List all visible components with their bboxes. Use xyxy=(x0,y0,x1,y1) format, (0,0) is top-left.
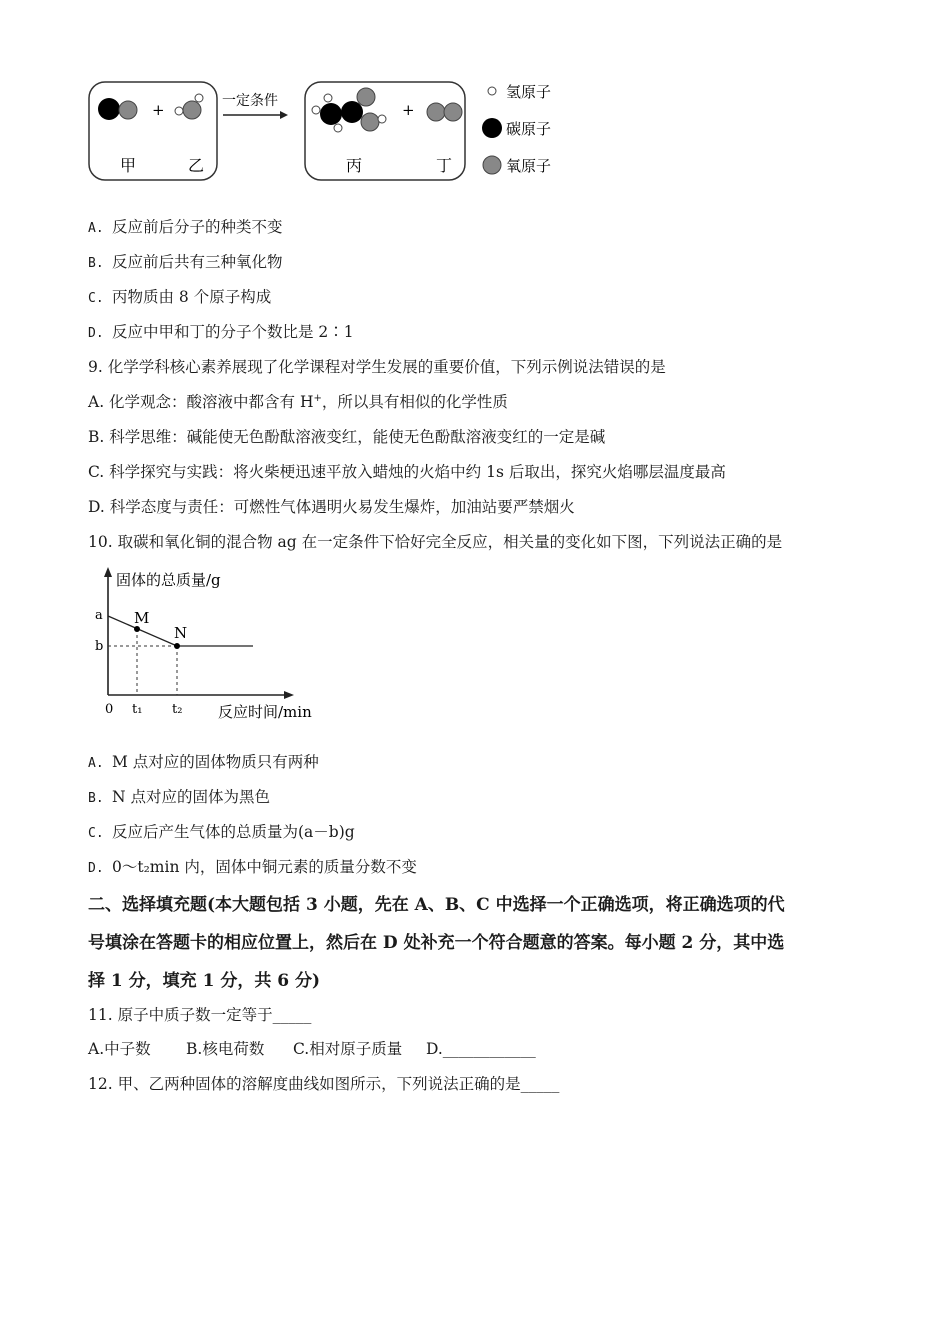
oxygen-atom-icon xyxy=(183,101,201,119)
option-text: 反应中甲和丁的分子个数比是 2∶1 xyxy=(112,323,354,341)
oxygen-legend-icon xyxy=(483,156,501,174)
q11-choice-d: D.____________ xyxy=(426,1040,536,1058)
legend-oxygen: 氧原子 xyxy=(506,157,552,175)
hydrogen-atom-icon xyxy=(175,107,183,115)
point-m-label: M xyxy=(134,609,150,627)
plus-sign: + xyxy=(402,101,415,119)
carbon-atom-icon xyxy=(98,98,120,120)
q11-choice-b: B.核电荷数 xyxy=(186,1040,265,1058)
oxygen-atom-icon xyxy=(361,113,379,131)
section2-heading-line1: 二、选择填充题(本大题包括 3 小题，先在 A、B、C 中选择一个正确选项，将正确选项的代 xyxy=(88,895,785,915)
arrow-label: 一定条件 xyxy=(222,93,278,109)
legend-carbon: 碳原子 xyxy=(506,120,552,138)
carbon-atom-icon xyxy=(341,101,363,123)
oxygen-atom-icon xyxy=(444,103,462,121)
x-axis-arrow-icon xyxy=(284,691,294,699)
q8-option-c xyxy=(88,285,271,307)
option-letter: D. xyxy=(88,326,104,341)
label-bing: 丙 xyxy=(346,156,363,175)
reaction-diagram xyxy=(80,76,580,188)
label-ding: 丁 xyxy=(436,156,453,175)
arrow-head-icon xyxy=(280,111,288,119)
hydrogen-legend-icon xyxy=(488,87,496,95)
q9-option-b: B. 科学思维：碱能使无色酚酞溶液变红，能使无色酚酞溶液变红的一定是碱 xyxy=(88,428,606,446)
option-letter: B. xyxy=(88,256,104,271)
carbon-atom-icon xyxy=(320,103,342,125)
y-tick-b: b xyxy=(95,639,104,654)
hydrogen-atom-icon xyxy=(324,94,332,102)
q10-option-a xyxy=(88,750,319,772)
option-letter: A. xyxy=(88,756,104,771)
q11-choice-a: A.中子数 xyxy=(88,1040,151,1058)
option-letter: C. xyxy=(88,291,104,306)
q11-choice-c: C.相对原子质量 xyxy=(293,1040,403,1058)
option-text: M 点对应的固体物质只有两种 xyxy=(112,753,319,771)
q8-option-d xyxy=(88,320,354,342)
option-text: 0～t₂min 内，固体中铜元素的质量分数不变 xyxy=(112,858,417,876)
q9-stem: 9. 化学学科核心素养展现了化学课程对学生发展的重要价值，下列示例说法错误的是 xyxy=(88,358,666,376)
q9-option-d: D. 科学态度与责任：可燃性气体遇明火易发生爆炸，加油站要严禁烟火 xyxy=(88,498,575,516)
section2-heading-line2: 号填涂在答题卡的相应位置上，然后在 D 处补充一个符合题意的答案。每小题 2 分，其中选 xyxy=(88,933,785,953)
y-axis-arrow-icon xyxy=(104,567,112,577)
x-tick-t1: t₁ xyxy=(132,702,143,717)
option-text: N 点对应的固体为黑色 xyxy=(112,788,270,806)
oxygen-atom-icon xyxy=(119,101,137,119)
q10-option-d xyxy=(88,855,417,877)
q10-stem: 10. 取碳和氧化铜的混合物 ag 在一定条件下恰好完全反应，相关量的变化如下图，下列说法正确的是 xyxy=(88,533,783,551)
q11-choices xyxy=(88,1037,536,1059)
superscript: + xyxy=(313,392,322,404)
option-text: 丙物质由 8 个原子构成 xyxy=(112,288,272,306)
q10-option-c xyxy=(88,820,355,842)
y-axis-label: 固体的总质量/g xyxy=(116,571,221,589)
option-text: A. 化学观念：酸溶液中都含有 H xyxy=(88,393,314,411)
x-axis-label: 反应时间/min xyxy=(218,703,312,721)
option-letter: A. xyxy=(88,221,104,236)
q8-option-a xyxy=(88,215,283,237)
oxygen-atom-icon xyxy=(427,103,445,121)
q9-option-a xyxy=(88,390,508,412)
label-jia: 甲 xyxy=(120,156,137,175)
legend-hydrogen: 氢原子 xyxy=(506,83,552,101)
hydrogen-atom-icon xyxy=(334,124,342,132)
mass-time-chart xyxy=(86,565,336,725)
y-tick-a: a xyxy=(95,608,103,623)
carbon-legend-icon xyxy=(482,118,502,138)
option-text: ，所以具有相似的化学性质 xyxy=(321,393,508,411)
x-tick-0: 0 xyxy=(105,702,114,717)
hydrogen-atom-icon xyxy=(378,115,386,123)
q11-stem: 11. 原子中质子数一定等于_____ xyxy=(88,1006,312,1024)
option-text: 反应前后分子的种类不变 xyxy=(112,218,283,236)
option-letter: B. xyxy=(88,791,104,806)
label-yi: 乙 xyxy=(188,156,205,175)
plus-sign: + xyxy=(152,101,165,119)
hydrogen-atom-icon xyxy=(195,94,203,102)
hydrogen-atom-icon xyxy=(312,106,320,114)
point-n xyxy=(174,643,180,649)
option-letter: D. xyxy=(88,861,104,876)
x-tick-t2: t₂ xyxy=(172,702,183,717)
option-text: 反应前后共有三种氧化物 xyxy=(112,253,283,271)
q9-option-c: C. 科学探究与实践：将火柴梗迅速平放入蜡烛的火焰中约 1s 后取出，探究火焰哪层温度最高 xyxy=(88,463,726,481)
q10-option-b xyxy=(88,785,270,807)
q8-option-b xyxy=(88,250,283,272)
section2-heading-line3: 择 1 分，填充 1 分，共 6 分) xyxy=(88,971,321,991)
option-text: 反应后产生气体的总质量为(a－b)g xyxy=(112,823,355,841)
option-letter: C. xyxy=(88,826,104,841)
oxygen-atom-icon xyxy=(357,88,375,106)
q12-stem: 12. 甲、乙两种固体的溶解度曲线如图所示，下列说法正确的是_____ xyxy=(88,1075,560,1093)
point-n-label: N xyxy=(174,624,188,642)
